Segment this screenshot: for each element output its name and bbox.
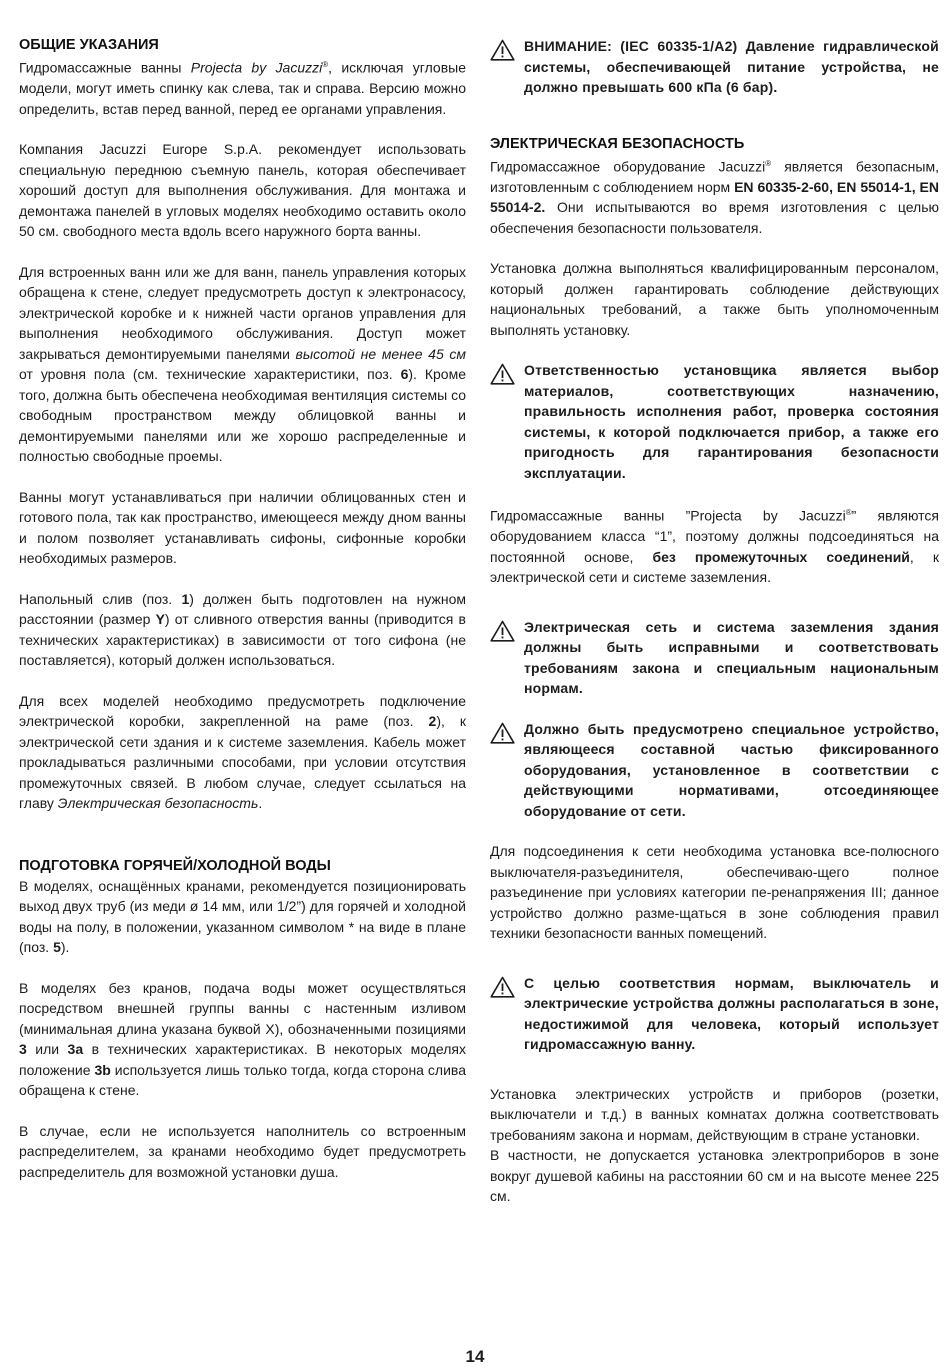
paragraph: Установка электрических устройств и приборов (розетки, выключатели и т.д.) в ванных комнатах должна соответствовать требованиям закона и нормам, действующим в стране установки. (490, 1085, 939, 1143)
paragraph: Для всех моделей необходимо предусмотреть подключение электрической коробки, закрепленной на раме (поз. 2), к электрической сети здания и к системе заземления. Кабель может прокладываться различными способами, при условии отсутствия промежуточных связей. В любом случае, следует ссылаться на главу Электрическая безопасность. (19, 692, 466, 812)
right-column (490, 36, 939, 1207)
paragraph: В случае, если не используется наполнитель со встроенным распределителем, за кранами необходимо будет предусмотреть распределитель для возможной установки душа. (19, 1122, 466, 1180)
section-heading-water: ПОДГОТОВКА ГОРЯЧЕЙ/ХОЛОДНОЙ ВОДЫ (19, 857, 331, 874)
paragraph: Ванны могут устанавливаться при наличии облицованных стен и готового пола, так как пространство, имеющееся между дном ванны и полом позволяет устанавливать сифоны, сифонные коробки необходимых размеров. (19, 488, 466, 567)
section-heading-electrical: ЭЛЕКТРИЧЕСКАЯ БЕЗОПАСНОСТЬ (490, 135, 745, 152)
paragraph: В моделях, оснащённых кранами, рекомендуется позиционировать выход двух труб (из меди ø 14 мм, или 1/2”) для горячей и холодной воды на полу, в положении, указанном символом * на виде в плане (поз. 5). (19, 877, 466, 956)
page-number: 14 (465, 1347, 485, 1366)
warning-switch-location: С целью соответствия нормам, выключатель и электрические устройства должны располагаться в зоне, недостижимой для человека, который использует гидромассажную ванну. (490, 973, 939, 1055)
warning-triangle-icon (490, 722, 515, 744)
paragraph: В моделях без кранов, подача воды может осуществляться посредством внешней группы ванны с настенным изливом (минимальная длина указана буквой X), обозначенными позициями 3 или 3a в технических характеристиках. В некоторых моделях положение 3b используется лишь только тогда, когда сторона слива обращена к стене. (19, 979, 466, 1099)
warning-grid: Электрическая сеть и система заземления здания должны быть исправными и соответствовать требованиям закона и специальным национальным нормам. (490, 617, 939, 699)
warning-triangle-icon (490, 39, 515, 61)
paragraph: Гидромассажные ванны Projecta by Jacuzzi®, исключая угловые модели, могут иметь спинку как слева, так и справа. Версию можно определить, встав перед ванной, перед ее органами управления. (19, 59, 467, 117)
paragraph: Гидромассажные ванны ”Projecta by Jacuzzi®” являются оборудованием класса “1”, поэтому должны подсоединяться на постоянной основе, без промежуточных соединений, к электрической сети и системе заземления. (490, 507, 940, 586)
paragraph: В частности, не допускается установка электроприборов в зоне вокруг душевой кабины на расстоянии 60 см и на высоте менее 225 см. (490, 1147, 939, 1205)
paragraph: Для подсоединения к сети необходима установка все-полюсного выключателя-разъединителя, обеспечиваю-щего полное разъединение при условиях категории пе-ренапряжения III; данное устройство должно разме-щаться в зоне соблюдения правил техники безопасности ванных помещений. (490, 843, 939, 942)
section-heading-general: ОБЩИЕ УКАЗАНИЯ (19, 37, 159, 53)
warning-pressure: ВНИМАНИЕ: (IEC 60335-1/A2) Давление гидравлической системы, обеспечивающей питание устройства, не должно превышать 600 кПа (6 бар). (490, 36, 939, 98)
paragraph: Установка должна выполняться квалифицированным персоналом, который должен гарантировать соблюдение действующих национальных требований, а также быть уполномоченным выполнять установку. (490, 260, 939, 338)
warning-installer: Ответственностью установщика является выбор материалов, соответствующих назначению, правильность исполнения работ, проверка состояния системы, к которой подключается прибор, а также его пригодность для гарантирования безопасности эксплуатации. (490, 360, 939, 483)
paragraph: Для встроенных ванн или же для ванн, панель управления которых обращена к стене, следует предусмотреть доступ к электронасосу, электрической коробке и к нижней части органов управления для выполнения необходимого обслуживания. Доступ может закрываться демонтируемыми панелями высотой не менее 45 см от уровня пола (см. технические характеристики, поз. 6). Кроме того, должна быть обеспечена необходимая вентиляция системы со свободным пространством между облицовкой ванны и демонтируемыми панелями или же хорошо распределенные и полностью свободные проемы. (19, 263, 467, 465)
paragraph: Гидромассажное оборудование Jacuzzi® является безопасным, изготовленным с соблюдением норм EN 60335-2-60, EN 55014-1, EN 55014-2. Они испытываются во время изготовления с целью обеспечения безопасности пользователя. (490, 158, 939, 236)
warning-disconnect: Должно быть предусмотрено специальное устройство, являющееся составной частью фиксированного оборудования, установленное в соответствии с действующими нормативами, отсоединяющее оборудование от сети. (490, 719, 939, 822)
left-column (19, 36, 466, 1182)
paragraph: Напольный слив (поз. 1) должен быть подготовлен на нужном расстоянии (размер Y) от сливного отверстия ванны (приводится в технических характеристиках) в зависимости от того сифона (не поставляется), который должен использоваться. (19, 590, 466, 669)
warning-triangle-icon (490, 976, 515, 998)
warning-triangle-icon (490, 620, 515, 642)
warning-triangle-icon (490, 363, 515, 385)
paragraph: Компания Jacuzzi Europe S.p.A. рекомендует использовать специальную переднюю съемную панель, которая обеспечивает хороший доступ для выполнения обслуживания. Для монтажа и демонтажа панелей в угловых моделях необходимо оставить около 50 см. свободного места вдоль всего наружного борта ванны. (19, 141, 466, 240)
